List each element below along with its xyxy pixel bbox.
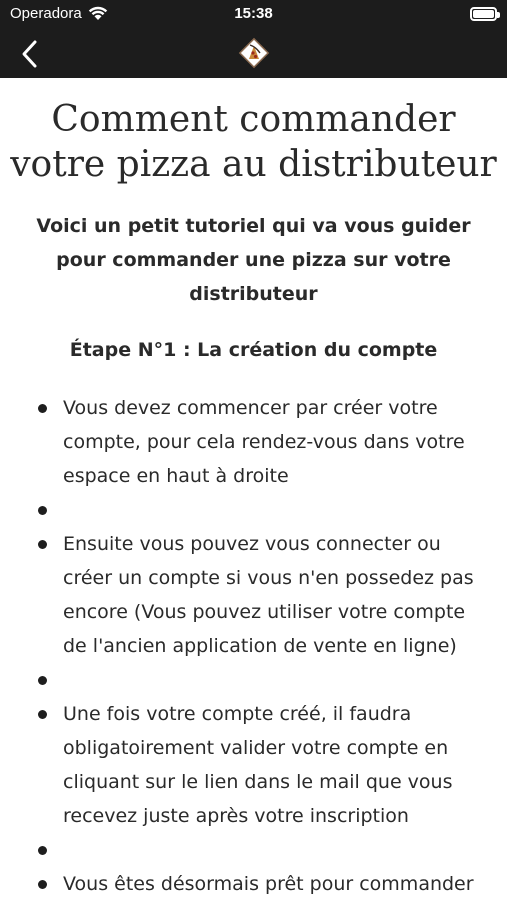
list-item-text: Vous devez commencer par créer votre compte, pour cela rendez-vous dans votre espace en haut à droite <box>63 397 465 487</box>
bullet-icon <box>38 404 47 413</box>
list-item <box>0 493 507 527</box>
list-item <box>0 697 507 833</box>
chevron-left-icon <box>14 36 50 72</box>
list-item <box>0 867 507 900</box>
bullet-icon <box>38 506 47 515</box>
list-item <box>0 833 507 867</box>
status-bar <box>0 0 507 30</box>
back-button[interactable] <box>14 36 50 72</box>
clock: 15:38 <box>234 5 273 22</box>
content-area[interactable] <box>0 78 507 900</box>
bullet-icon <box>38 880 47 889</box>
bullet-icon <box>38 540 47 549</box>
step-title: Étape N°1 : La création du compte <box>69 339 438 361</box>
page-title: Comment commander votre pizza au distributeur <box>10 99 497 185</box>
step-list <box>0 391 507 900</box>
list-item <box>0 527 507 663</box>
list-item-text: Vous êtes désormais prêt pour commander <box>63 873 474 895</box>
list-item-text: Ensuite vous pouvez vous connecter ou créer un compte si vous n'en possedez pas encore (Vous pouvez utiliser votre compte de l'ancien application de vente en ligne) <box>63 533 474 657</box>
intro-text: Voici un petit tutoriel qui va vous guider pour commander une pizza sur votre distributeur <box>36 215 471 305</box>
bullet-icon <box>38 846 47 855</box>
navigation-bar <box>0 30 507 78</box>
top-bar <box>0 0 507 78</box>
list-item <box>0 663 507 697</box>
list-item <box>0 391 507 493</box>
bullet-icon <box>38 710 47 719</box>
bullet-icon <box>38 676 47 685</box>
battery-icon <box>470 7 497 21</box>
pizza-logo-icon <box>238 37 270 69</box>
carrier-name: Operadora <box>10 5 82 22</box>
list-item-text: Une fois votre compte créé, il faudra obligatoirement valider votre compte en cliquant sur le lien dans le mail que vous recevez juste après votre inscription <box>63 703 453 827</box>
